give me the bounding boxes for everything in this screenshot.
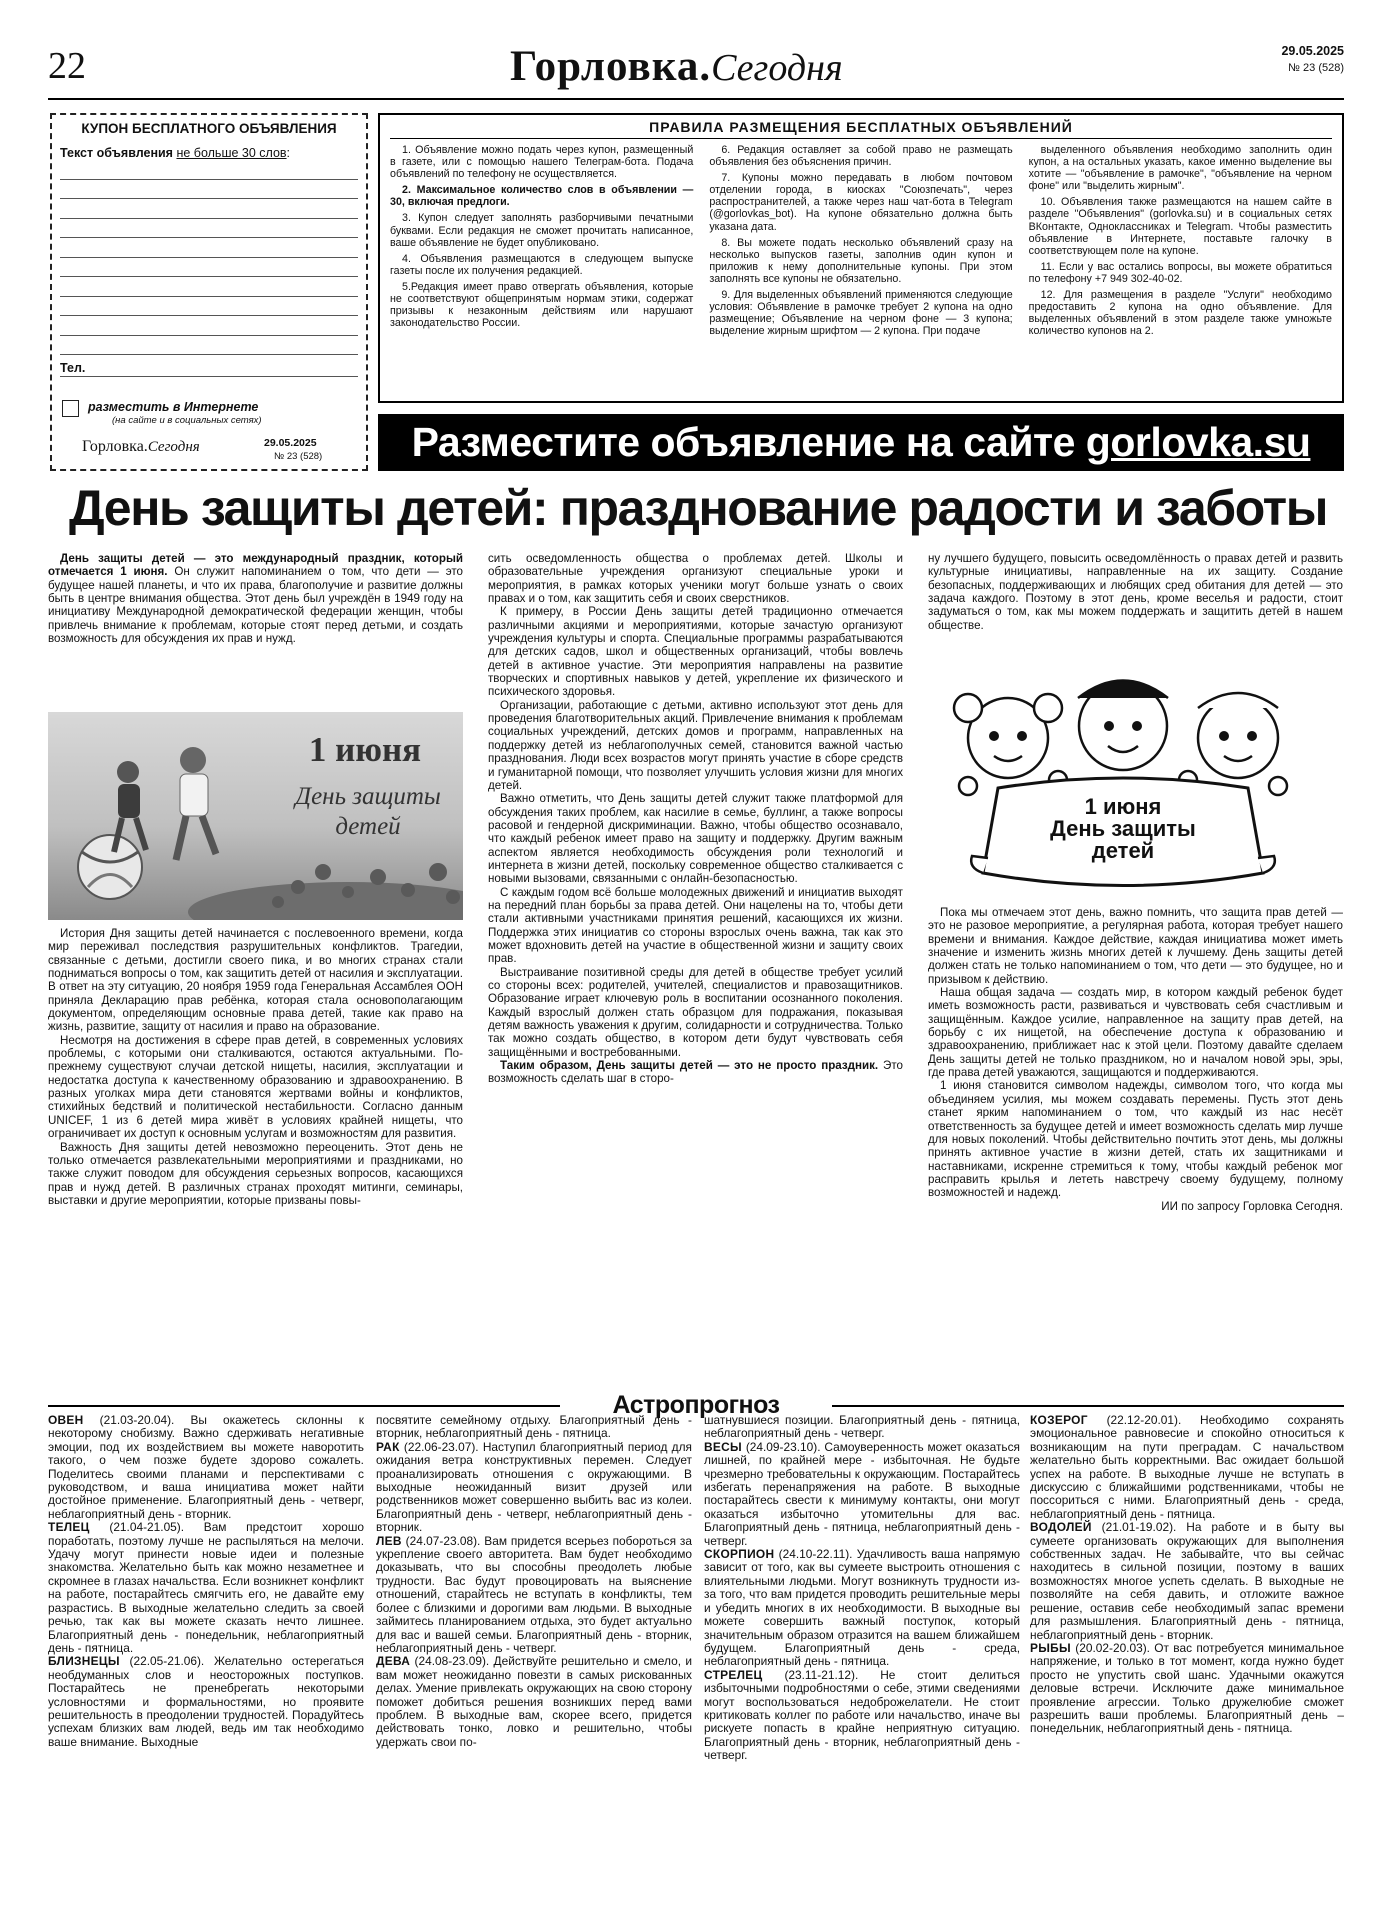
rule-item: 7. Купоны можно передавать в любом почтовом отделении города, в киосках "Союзпечать", через распространителей, а также через наш чат-бота в Telegram (@gorlovkas_bot). На купоне обязательно должна быть указана дата. [709, 172, 1013, 233]
horoscope-entry: ДЕВА (24.08-23.09). Действуйте решительно и смело, и вам может неожиданно повезти в самых рискованных делах. Умение привлекать окружающих на свою сторону поможет добиться решения возникших перед вами проблем. В выходные вам, скорее всего, придется действовать тонко, ловко и решительно, чтобы удержать свои по- [376, 1654, 692, 1749]
article-column-1 [48, 927, 463, 1207]
lead-bold: День защиты детей — это международный праздник, который отмечается 1 июня. [48, 552, 463, 579]
article-headline: День защиты детей: празднование радости и заботы [68, 480, 1328, 536]
article-column-2: сить осведомленность общества о проблемах детей. Школы и образовательные учреждения организуют специальные уроки и мероприятия, в рамках которых ученики могут больше узнать о своих правах и о том, как защитить себя и своих сверстников. К примеру, в России День защиты детей традиционно отмечается различными акциями и мероприятиями, которые зачастую организуют учреждения культуры и спорта. Специальные программы разрабатываются для детских садов, школ и общественных организаций, чтобы вовлечь детей в активное участие. Эти мероприятия направлены на развитие творческих и спортивных навыков у детей, укрепление их физического и психического здоровья. Организации, работающие с детьми, активно используют этот день для проведения благотворительных акций. Привлечение внимания к проблемам социальных учреждений, детских домов и программ, направленных на поддержку детей из неблагополучных семей, становится важной частью празднования. Люди всех возрастов могут принять участие в сборе средств и гуманитарной помощи, что позволяет улучшить условия жизни для многих детей. Важно отметить, что День защиты детей служит также платформой для обсуждения таких проблем, как насилие в семье, буллинг, а также вопросы расовой и гендерной дискриминации. Важно, чтобы общество осознавало, что каждый ребенок имеет право на защиту и поддержку. Другим важным аспектом является необходимость обсуждения роли технологий и интернета в жизни детей, поскольку современное общество сталкивается с новыми вызовами, связанными с онлайн-безопасностью. С каждым годом всё больше молодежных движений и инициатив выходят на передний план борьбы за права детей. Они нацелены на то, чтобы дети стали активными участниками принятия решений, касающихся их жизни. Поддержка этих инициатив со стороны взрослых очень важна, так как это может вдохновить детей на участие в общественной жизни и защиту своих прав. Выстраивание позитивной среды для детей в обществе требует усилий со стороны всех: родителей, учителей, специалистов и правозащитников. Образование играет ключевую роль в воспитании осознанного поколения. Каждый взрослый должен стать образцом для подражания, показывая детям важность уважения к другим, солидарности и сотрудничества. Только так можно создать общество, в котором дети будут чувствовать себя защищёнными и востребованными. Таким образом, День защиты детей — это не просто праздник. Это возможность сделать шаг в сторо- [488, 552, 903, 1086]
coupon-text-label: Текст объявления не больше 30 слов: [60, 146, 291, 160]
coupon-line[interactable] [60, 219, 358, 239]
horoscope-entry: ЛЕВ (24.07-23.08). Вам придется всерьез побороться за укрепление своего авторитета. Вам будет необходимо доказывать, что вы способны преодолеть любые трудности. Вас будут провоцировать на выяснение отношений, старайтесь не вступать в конфликты, тем более с близкими и дорогими вам людьми. В выходные займитесь планированием отдыха, это будет актуально для вас и вашей семьи. Благоприятный день - вторник, неблагоприятный день - четверг. [376, 1533, 692, 1655]
coupon-line[interactable] [60, 336, 358, 356]
rule-item: 12. Для размещения в разделе "Услуги" необходимо предоставить 2 купона на одно объявление. Для выделенных объявлений в этом разделе также умножьте количество купонов на 2. [1028, 289, 1332, 338]
coupon-box [50, 113, 368, 471]
coupon-line[interactable] [60, 160, 358, 180]
horoscope-entry: ВОДОЛЕЙ (21.01-19.02). На работе и в быту вы сумеете организовать окружающих для выполнения собственных задач. Не забывайте, что вы сейчас находитесь в сильной позиции, поэтому в ваших возможностях многое успеть сделать. В выходные не позволяйте на себя давить, и отложите важное решение, оставив себе необходимый запас времени для размышления. Благоприятный день - пятница, неблагоприятный день - вторник. [1030, 1520, 1344, 1642]
horoscope-entry: БЛИЗНЕЦЫ (22.05-21.06). Желательно остерегаться необдуманных слов и неосторожных поступков. Постарайтесь не пренебрегать некоторыми условностями и формальностями, но проявите решительность в преодолении трудностей. Порадуйтесь успехам близких вам людей, ведь им так необходимо ваше внимание. Выходные [48, 1654, 364, 1749]
coupon-line[interactable] [60, 297, 358, 317]
issue-number: № 23 (528) [1288, 62, 1344, 74]
astro-title: Астропрогноз [560, 1392, 832, 1418]
rules-box [378, 113, 1344, 403]
article-signature: ИИ по запросу Горловка Сегодня. [1161, 1199, 1343, 1213]
article-paragraph: Пока мы отмечаем этот день, важно помнить, что защита прав детей — это не разовое мероприятие, а регулярная работа, которая требует нашего времени и внимания. Каждое действие, каждая инициатива может иметь значение и изменить жизнь многих детей к лучшему. День защиты детей должен стать не только напоминанием о том, что дети — это будущее, но и призывом к действию. [928, 906, 1343, 986]
site-link[interactable]: gorlovka.su [1085, 419, 1311, 465]
article-column-3-bottom [928, 906, 1343, 1213]
horoscope-entry: ОВЕН (21.03-20.04). Вы окажетесь склонны к некоторому снобизму. Важно сдерживать негативные эмоции, под их воздействием вы можете наворотить такого, о чем позже будете здорово сожалеть. Поделитесь своими планами и перспективами с руководством, и ваша инициатива может найти достойное применение. Благоприятный день - четверг, неблагоприятный день - вторник. [48, 1413, 365, 1521]
rule-item: 9. Для выделенных объявлений применяются следующие условия: Объявление в рамочке требует 2 купона на одно размещение; Объявление на черном фоне — 3 купона; выделение жирным шрифтом — 2 купона. При подаче [709, 289, 1013, 338]
rule-item: 10. Объявления также размещаются на нашем сайте в разделе "Объявления" (gorlovka.su) и в социальных сетях ВКонтакте, Одноклассниках и Telegram. Чтобы разместить объявление в Интернете, поставьте галочку в соответствующем поле на купоне. [1028, 196, 1332, 257]
rule-item: 6. Редакция оставляет за собой право не размещать объявления без объяснения причин. [709, 144, 1013, 169]
rules-title: ПРАВИЛА РАЗМЕЩЕНИЯ БЕСПЛАТНЫХ ОБЪЯВЛЕНИЙ [390, 119, 1332, 139]
article-paragraph: С каждым годом всё больше молодежных движений и инициатив выходят на передний план борьбы за права детей. Они нацелены на то, чтобы дети стали активными участниками принятия решений, касающихся их жизни. Поддержка этих инициатив со стороны взрослых очень важна, так как это может вдохновить детей на участие в общественной жизни и защиту своих прав. [488, 885, 903, 966]
cartoon-illustration [928, 668, 1318, 900]
coupon-line[interactable] [60, 180, 358, 200]
coupon-line[interactable] [60, 277, 358, 297]
rule-item: 2. Максимальное количество слов в объявлении — 30, включая предлоги. [390, 184, 694, 209]
internet-checkbox-label: разместить в Интернете [88, 400, 259, 414]
issue-date: 29.05.2025 [1281, 44, 1344, 58]
astro-column-4 [1030, 1414, 1344, 1736]
horoscope-entry: РАК (22.06-23.07). Наступил благоприятный период для ожидания ветра конструктивных перемен. Следует проанализировать отношения с окружающими. В выходные неожиданный визит друзей или родственников может совершенно выбить вас из колеи. Благоприятный день - четверг, неблагоприятный день - вторник. [376, 1439, 692, 1535]
horoscope-entry: РЫБЫ (20.02-20.03). От вас потребуется минимальное напряжение, и только в тот момент, когда нужно будет просто не упустить свой шанс. Удачными окажутся деловые встречи. Исключите даже минимальное проявление агрессии. Только дружелюбие сможет разрешить ваши проблемы. Благоприятный день – понедельник, неблагоприятный день - пятница. [1030, 1640, 1344, 1736]
masthead [510, 42, 843, 91]
horoscope-entry: шатнувшиеся позиции. Благоприятный день - пятница, неблагоприятный день - четверг. [704, 1413, 1020, 1441]
horoscope-entry: КОЗЕРОГ (22.12-20.01). Необходимо сохранять эмоциональное равновесие и спокойно относиться к возникающим на пути преградам. С начальством желательно быть корректными. Вас ожидает большой успех на работе. В выходные лучше не вступать в дискуссию с ближайшими родственниками, чтобы не поссориться с ними. Благоприятный день - среда, неблагоприятный день - пятница. [1030, 1413, 1344, 1521]
rule-item: 8. Вы можете подать несколько объявлений сразу на несколько выпусков газеты, заполнив один купон и приложив к нему дополнительные купоны. При этом заполнять все купоны не обязательно. [709, 236, 1013, 285]
astro-column-3 [704, 1414, 1020, 1763]
article-paragraph: К примеру, в России День защиты детей традиционно отмечается различными акциями и мероприятиями, которые зачастую организуют учреждения культуры и спорта. Специальные программы разрабатываются для детских садов, школ и общественных организаций, чтобы вовлечь детей в активное участие. Эти мероприятия направлены на развитие творческих и спортивных навыков у детей, укрепление их физического и психического здоровья. [488, 605, 903, 699]
article-paragraph: Организации, работающие с детьми, активно используют этот день для проведения благотворительных акций. Привлечение внимания к проблемам социальных учреждений, детских домов и программ, направленных на поддержку детей из неблагополучных семей, становится важной частью празднования. Люди всех возрастов могут принять участие в сборе средств и гуманитарной помощи, что позволяет улучшить условия жизни для многих детей. [488, 698, 903, 792]
conclusion-bold: Таким образом, День защиты детей — это не просто праздник. [500, 1059, 879, 1073]
article-paragraph: Несмотря на достижения в сфере прав детей, в современных условиях проблемы, с которыми они сталкиваются, остаются актуальными. По-прежнему существуют случаи детской нищеты, насилия, эксплуатации и недостатка доступа к качественному образованию и здравоохранению. В разных уголках мира дети становятся жертвами войны и конфликтов, стихийных бедствий и политической нестабильности. Согласно данным UNICEF, 1 из 6 детей мира живёт в условиях крайней нищеты, что ограничивает их доступ к основным услугам и возможностям для развития. [48, 1033, 463, 1141]
article-paragraph: сить осведомленность общества о проблемах детей. Школы и образовательные учреждения организуют специальные уроки и мероприятия, в рамках которых ученики могут больше узнать о своих правах и о том, как защитить себя и своих сверстников. [488, 552, 903, 606]
coupon-title: КУПОН БЕСПЛАТНОГО ОБЪЯВЛЕНИЯ [81, 121, 337, 136]
article-paragraph: Выстраивание позитивной среды для детей в обществе требует усилий со стороны всех: родителей, учителей, специалистов и правозащитников. Образование играет ключевую роль в воспитании осознанного поколения. Каждый взрослый должен стать образцом для подражания, показывая детям важность уважения к другим, солидарности и сотрудничества. Только так можно создать общество, в котором дети будут чувствовать себя защищёнными и востребованными. [488, 965, 903, 1059]
article-column-3-top [928, 552, 1343, 632]
article-paragraph: ну лучшего будущего, повысить осведомлённость о правах детей и развить культурные инициативы, направленные на их защиту. Создание безопасных, поддерживающих и любящих сред обитания для детей — это задача каждого. Поэтому в этот день, кроме веселья и радости, стоит задуматься о том, как мы можем поддержать и защитить детей в нашем обществе. [928, 552, 1343, 632]
rule-item: 1. Объявление можно подать через купон, размещенный в газете, или с помощью нашего Телеграм-бота. Подача объявлений по телефону не осуществляется. [390, 144, 694, 181]
masthead-italic: Сегодня [711, 47, 843, 89]
rules-column-1 [390, 144, 693, 341]
coupon-line[interactable] [60, 199, 358, 219]
coupon-line[interactable] [60, 238, 358, 258]
cartoon-caption: 1 июня День защиты детей [1050, 794, 1196, 863]
coupon-issue: № 23 (528) [274, 451, 323, 462]
internet-checkbox-sublabel: (на сайте и в социальных сетях) [112, 415, 262, 426]
coupon-text-limit: не больше 30 слов [176, 146, 287, 160]
masthead-main: Горловка. [510, 43, 712, 90]
coupon-tel-field[interactable]: Тел. [60, 361, 358, 377]
internet-checkbox[interactable] [62, 400, 79, 417]
article-paragraph: Важно отметить, что День защиты детей служит также платформой для обсуждения таких проблем, как насилие в семье, буллинг, а также вопросы расовой и гендерной дискриминации. Важно, чтобы общество осознавало, что каждый ребенок имеет право на защиту и поддержку. Другим важным аспектом является необходимость обсуждения роли технологий и интернета в жизни детей, поскольку современное общество сталкивается с новыми вызовами, связанными с онлайн-безопасностью. [488, 792, 903, 886]
rule-item: выделенного объявления необходимо заполнить один купон, а на остальных указать, какое именно выделение вы хотите — "объявление в рамочке", "объявление на черном фоне" или "выделить жирным". [1028, 144, 1332, 193]
astro-column-1 [48, 1414, 364, 1749]
header-rule [48, 98, 1344, 100]
photo-caption-title: День защиты детей [295, 783, 441, 840]
rules-column-2 [709, 144, 1012, 341]
article-lead: День защиты детей — это международный праздник, который отмечается 1 июня. Он служит напоминанием о том, что дети — это будущее нашей планеты, и что их права, благополучие и развитие должны быть в центре внимания общества. Этот день был учреждён в 1949 году на инициативу Международной демократической федерации женщин, чтобы привлечь внимание к проблемам, которые стоят перед детьми, и создать возможность для обсуждения их прав и нужд. [48, 552, 463, 646]
photo-caption-date: 1 июня [308, 730, 422, 769]
coupon-line[interactable] [60, 316, 358, 336]
site-banner: Разместите объявление на сайте gorlovka.su [378, 414, 1344, 471]
article-paragraph: Важность Дня защиты детей невозможно переоценить. Этот день не только отмечается развлекательными мероприятиями и праздниками, но также служит поводом для обсуждения серьезных вопросов, касающихся прав и нужд детей. В различных странах проходят митинги, семинары, выставки и другие мероприятии, которые призваны повы- [48, 1140, 463, 1207]
page-number: 22 [48, 45, 86, 87]
rule-item: 11. Если у вас остались вопросы, вы можете обратиться по телефону +7 949 302-40-02. [1028, 260, 1332, 285]
horoscope-entry: СКОРПИОН (24.10-22.11). Удачливость ваша напрямую зависит от того, как вы сумеете выстроить отношения с влиятельными людьми. Могут возникнуть трудности из-за того, что вам придется проводить решительные меры и убедить многих в их необходимости. В выходные вы можете совершить важный поступок, который значительным образом отразится на вашем ближайшем будущем. Благоприятный день - среда, неблагоприятный день - пятница. [704, 1547, 1020, 1669]
article-paragraph: История Дня защиты детей начинается с послевоенного времени, когда мир переживал последствия разрушительных конфликтов. Трагедии, связанные с детьми, достигли своего пика, и во многих странах стали подниматься вопросы о том, как защитить детей от насилия и эксплуатации. В ответ на эту ситуацию, 20 ноября 1959 года Генеральная Ассамблея ООН приняла Декларацию прав ребёнка, которая стала основополагающим документом, определяющим основные права детей, такие как право на жизнь, развитие, защиту от насилия и право на образование. [48, 927, 463, 1034]
cartoon-kids-drawing [928, 668, 1318, 900]
coupon-line[interactable] [60, 258, 358, 278]
article-paragraph: Наша общая задача — создать мир, в котором каждый ребенок будет иметь возможность расти, развиваться и чувствовать себя счастливым и защищённым. Каждое усилие, направленное на защиту прав детей, на борьбу с их нищетой, на обеспечение доступа к образованию и здравоохранению, приближает нас к этой цели. Поэтому давайте сделаем День защиты детей не только праздником, но и началом новой эры, эры, где права детей уважаются, защищаются и поддерживаются. [928, 986, 1343, 1080]
horoscope-entry: ВЕСЫ (24.09-23.10). Самоуверенность может оказаться лишней, по крайней мере - избыточная. Не будьте чрезмерно требовательны к окружающим. Постарайтесь избегать перенапряжения на работе. В выходные постарайтесь свести к минимуму контакты, они могут оказаться избыточно утомительны для вас. Благоприятный день - пятница, неблагоприятный день - четверг. [704, 1439, 1020, 1548]
rule-item: 4. Объявления размещаются в следующем выпуске газеты после их получения редакцией. [390, 252, 694, 277]
rules-column-3 [1029, 144, 1332, 341]
horoscope-entry: посвятите семейному отдыху. Благоприятный день - вторник, неблагоприятный день - пятница. [376, 1413, 692, 1441]
rule-item: 3. Купон следует заполнять разборчивыми печатными буквами. Если редакция не сможет прочитать написанное, ваше объявление не будет опубликовано. [390, 212, 694, 249]
horoscope-entry: СТРЕЛЕЦ (23.11-21.12). Не стоит делиться избыточными подробностями о себе, этими сведениями могут воспользоваться недоброжелатели. Не стоит критиковать коллег по работе или начальство, иначе вы рискуете попасть в крайне неприятную ситуацию. Благоприятный день - вторник, неблагоприятный день - четверг. [704, 1667, 1020, 1763]
horoscope-entry: ТЕЛЕЦ (21.04-21.05). Вам предстоит хорошо поработать, поэтому лучше не распыляться на мелочи. Удачу могут принести новые идеи и полезные знакомства. Желательно быть как можно незаметнее и скромнее в глазах начальства. Если возникнет конфликт на работе, постарайтесь смягчить его, не давайте ему разрастись. В выходные желательно следить за своей речью, так как вы можете сказать нечто лишнее. Благоприятный день - понедельник, неблагоприятный день - пятница. [48, 1520, 364, 1655]
article-paragraph: 1 июня становится символом надежды, символом того, что когда мы объединяем усилия, мы можем создавать перемены. Пусть этот день станет ярким напоминанием о том, что каждый из нас несёт ответственность за будущее детей и имеет возможность сделать мир лучше для новых поколений. Чтобы действительно почтить этот день, мы должны принять активное участие в жизни детей, стать их защитниками и наставниками, искренне стремиться к тому, чтобы каждый ребенок мог расправить крылья и лететь навстречу своему будущему, полному возможностей и надежд. [928, 1079, 1343, 1200]
coupon-logo: Горловка.Сегодня [82, 438, 200, 455]
astro-column-2 [376, 1414, 692, 1749]
rule-item: 5.Редакция имеет право отвергать объявления, которые не соответствуют общепринятым нормам этики, содержат призывы к незаконным действиям или нарушают законодательство России. [390, 280, 694, 330]
coupon-date: 29.05.2025 [264, 437, 317, 449]
children-photo [48, 712, 463, 920]
